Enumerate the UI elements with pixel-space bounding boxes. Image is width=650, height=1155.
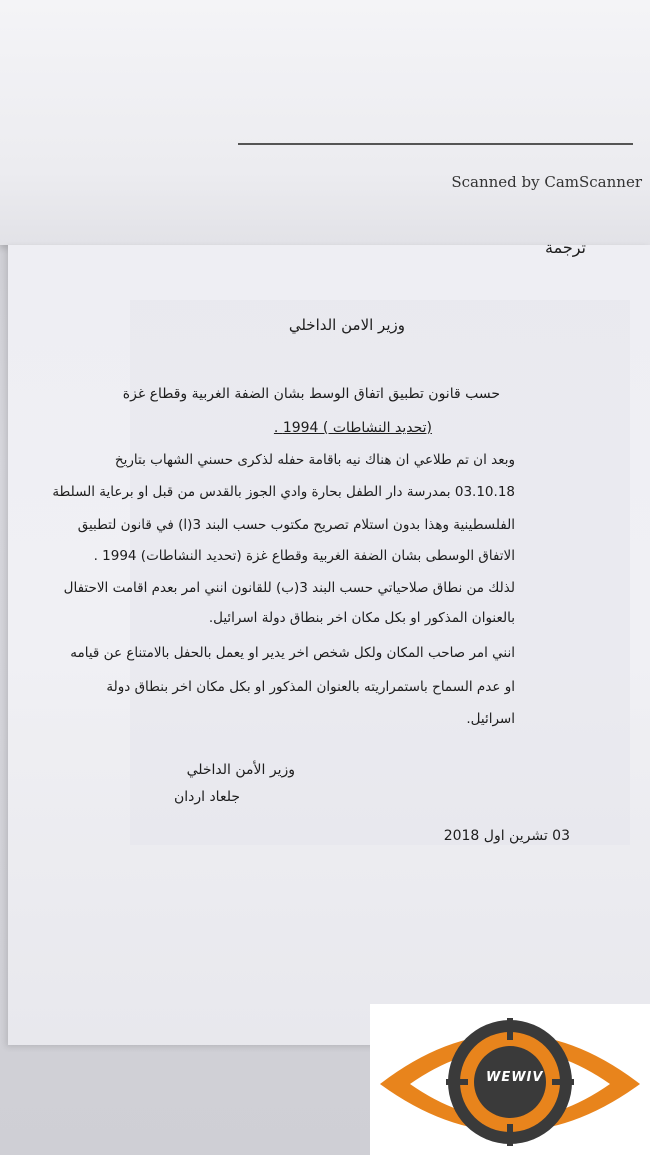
scanned-sheet: [0, 0, 650, 245]
translation-heading: ترجمة: [545, 238, 586, 257]
brand-logo: [370, 1004, 650, 1155]
divider-line: [238, 143, 633, 145]
body-line: 03.10.18 بمدرسة دار الطفل بحارة وادي الجوز بالقدس من قبل او برعاية السلطة: [52, 484, 515, 500]
letter-title: وزير الامن الداخلي: [288, 316, 405, 334]
signature-name: جلعاد اردان: [173, 789, 240, 805]
signature-title: وزير الأمن الداخلي: [186, 762, 295, 778]
logo-text: WEWIV: [486, 1070, 544, 1085]
body-line: اسرائيل.: [466, 711, 515, 727]
body-line: انني امر صاحب المكان ولكل شخص اخر يدير او يعمل بالحفل بالامتناع عن قيامه: [70, 645, 515, 661]
body-line: الفلسطينية وهذا بدون استلام تصريح مكتوب حسب البند 3(ا) في قانون لتطبيق: [77, 517, 515, 533]
scanner-watermark: Scanned by CamScanner: [451, 173, 642, 191]
law-reference: حسب قانون تطبيق اتفاق الوسط بشان الضفة الغربية وقطاع غزة: [122, 386, 500, 402]
letter-date: 03 تشرين اول 2018: [443, 828, 570, 844]
body-line: لذلك من نطاق صلاحياتي حسب البند 3(ب) للقانون انني امر بعدم اقامت الاحتفال: [63, 580, 515, 596]
law-subtitle: (تحديد النشاطات ) 1994 .: [273, 420, 432, 436]
body-line: او عدم السماح باستمراريته بالعنوان المذكور او بكل مكان اخر بنطاق دولة: [106, 679, 515, 695]
body-line: بالعنوان المذكور او بكل مكان اخر بنطاق دولة اسرائيل.: [208, 610, 515, 626]
body-line: الاتفاق الوسطى بشان الضفة الغربية وقطاع غزة (تحديد النشاطات) 1994 .: [93, 548, 515, 564]
body-line: وبعد ان تم طلاعي ان هناك نيه باقامة حفله لذكرى حسني الشهاب بتاريخ: [114, 452, 515, 468]
